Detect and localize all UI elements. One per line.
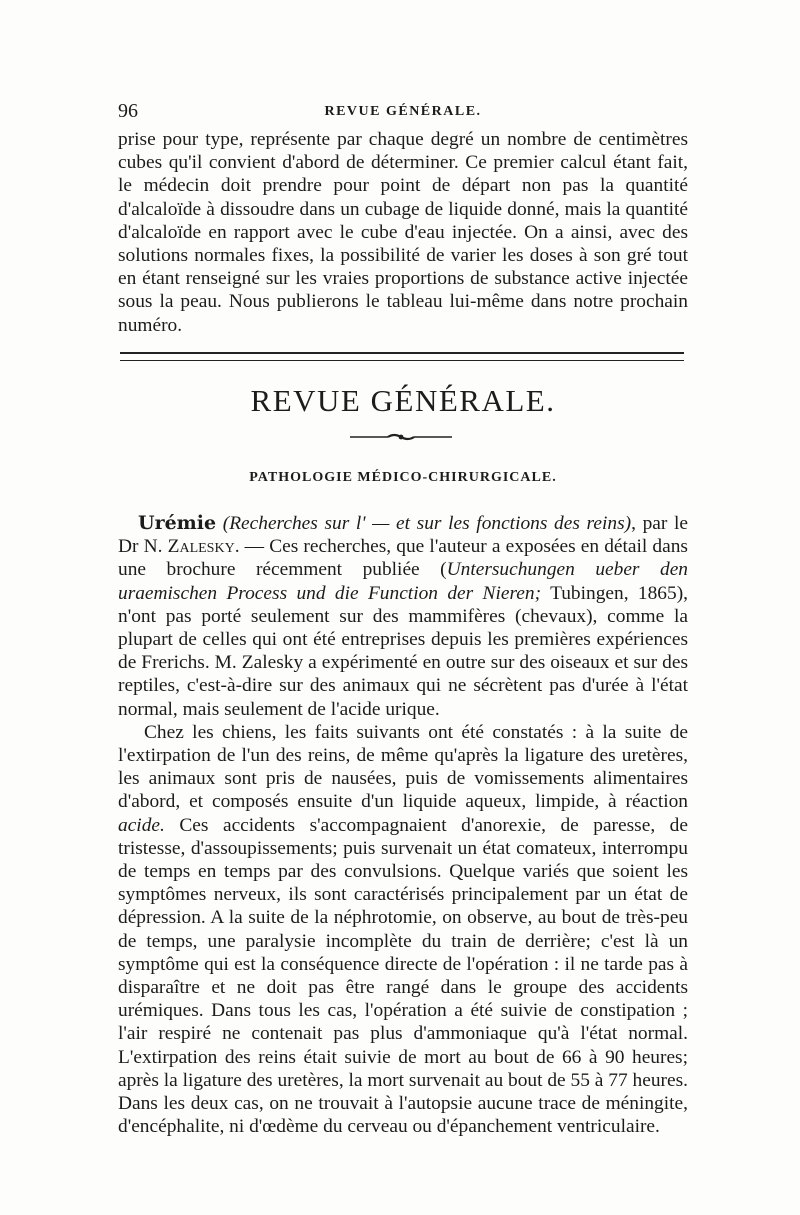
running-title: REVUE GÉNÉRALE. — [324, 104, 482, 119]
double-rule-divider — [120, 352, 684, 361]
author-name: Zalesky — [167, 536, 235, 558]
running-head — [118, 100, 688, 126]
continuation-paragraph: prise pour type, représente par chaque degré un nombre de centimètres cubes qu'il convient d'abord de déterminer. Ce premier calcul étant fait, le médecin doit prendre pour point de départ non pas la quantité d'alcaloïde à dissoudre dans un cubage de liquide donné, mais la quantité d'alcaloïde en rapport avec le cube d'eau injectée. On a ainsi, avec des solutions normales fixes, la possibilité de varier les doses à son gré tout en étant renseigné sur les vraies proportions de substance active injectée sous la peau. Nous publierons le tableau lui-même dans notre prochain numéro. — [118, 129, 688, 336]
paragraph-1-text-b: Tubingen, 1865), n'ont pas porté seulement sur des mammifères (chevaux), comme la plupart de celles qui ont été entreprises depuis les premières expériences de Frerichs. M. Zalesky a expérimenté en outre sur des oiseaux et sur des reptiles, c'est-à-dire sur des animaux qui ne sécrètent pas d'urée à l'état normal, mais seulement de l'acide urique. — [118, 582, 688, 720]
article-term: Urémie — [138, 512, 217, 534]
book-title: Untersuchungen ueber den uraemischen Process und die Function der Nieren; — [118, 559, 688, 604]
paragraph-1-text-a: . — Ces recherches, que l'auteur a exposées en détail dans une brochure récemment publiée ( — [118, 536, 688, 581]
article-paragraph-2 — [118, 721, 688, 1139]
paragraph-2-text-b: Ces accidents s'accompagnaient d'anorexie, de paresse, de tristesse, d'assoupissements; puis survenait un état comateux, interrompu de temps en temps par des convulsions. Quelque variés que soient les symptômes nerveux, ils sont caractérisés principalement par un état de dépression. A la suite de la néphrotomie, on observe, au bout de très-peu de temps, une paralysie incomplète du train de derrière; c'est là un symptôme qui est la conséquence directe de l'opération : il ne tarde pas à disparaître et ne doit pas être rangé dans le groupe des accidents urémiques. Dans tous les cas, l'opération a été suivie de constipation ; l'air respiré ne contenait pas plus d'ammoniaque qu'à l'état normal. L'extirpation des reins était suivie de mort au bout de 66 à 90 heures; après la ligature des uretères, la mort survenait au bout de 55 à 77 heures. Dans les deux cas, on ne trouvait à l'autopsie aucune trace de méningite, d'encéphalite, ni d'œdème du cerveau ou d'épanchement ventriculaire. — [118, 814, 688, 1138]
continuation-text — [118, 128, 688, 337]
article-paragraph-1 — [118, 512, 688, 721]
article-subtitle: (Recherches sur l' — et sur les fonctions des reins) — [222, 513, 632, 534]
article-body — [118, 512, 688, 1138]
by-text: , par le — [631, 513, 688, 534]
section-title: REVUE GÉNÉRALE. — [250, 383, 556, 418]
author-initial: N. — [143, 536, 163, 558]
page-number: 96 — [118, 100, 138, 122]
ornament-divider-icon — [348, 432, 454, 442]
paragraph-2-text-a: Chez les chiens, les faits suivants ont été constatés : à la suite de l'extirpation de l'un des reins, de même qu'après la ligature des uretères, les animaux sont pris de nausées, puis de vomissements alimentaires d'abord, et composés ensuite d'un liquide aqueux, limpide, à réaction — [118, 721, 688, 813]
author-title: Dr — [118, 536, 139, 558]
subsection-title: PATHOLOGIE MÉDICO-CHIRURGICALE. — [249, 470, 557, 485]
acid-word: acide. — [118, 814, 165, 836]
